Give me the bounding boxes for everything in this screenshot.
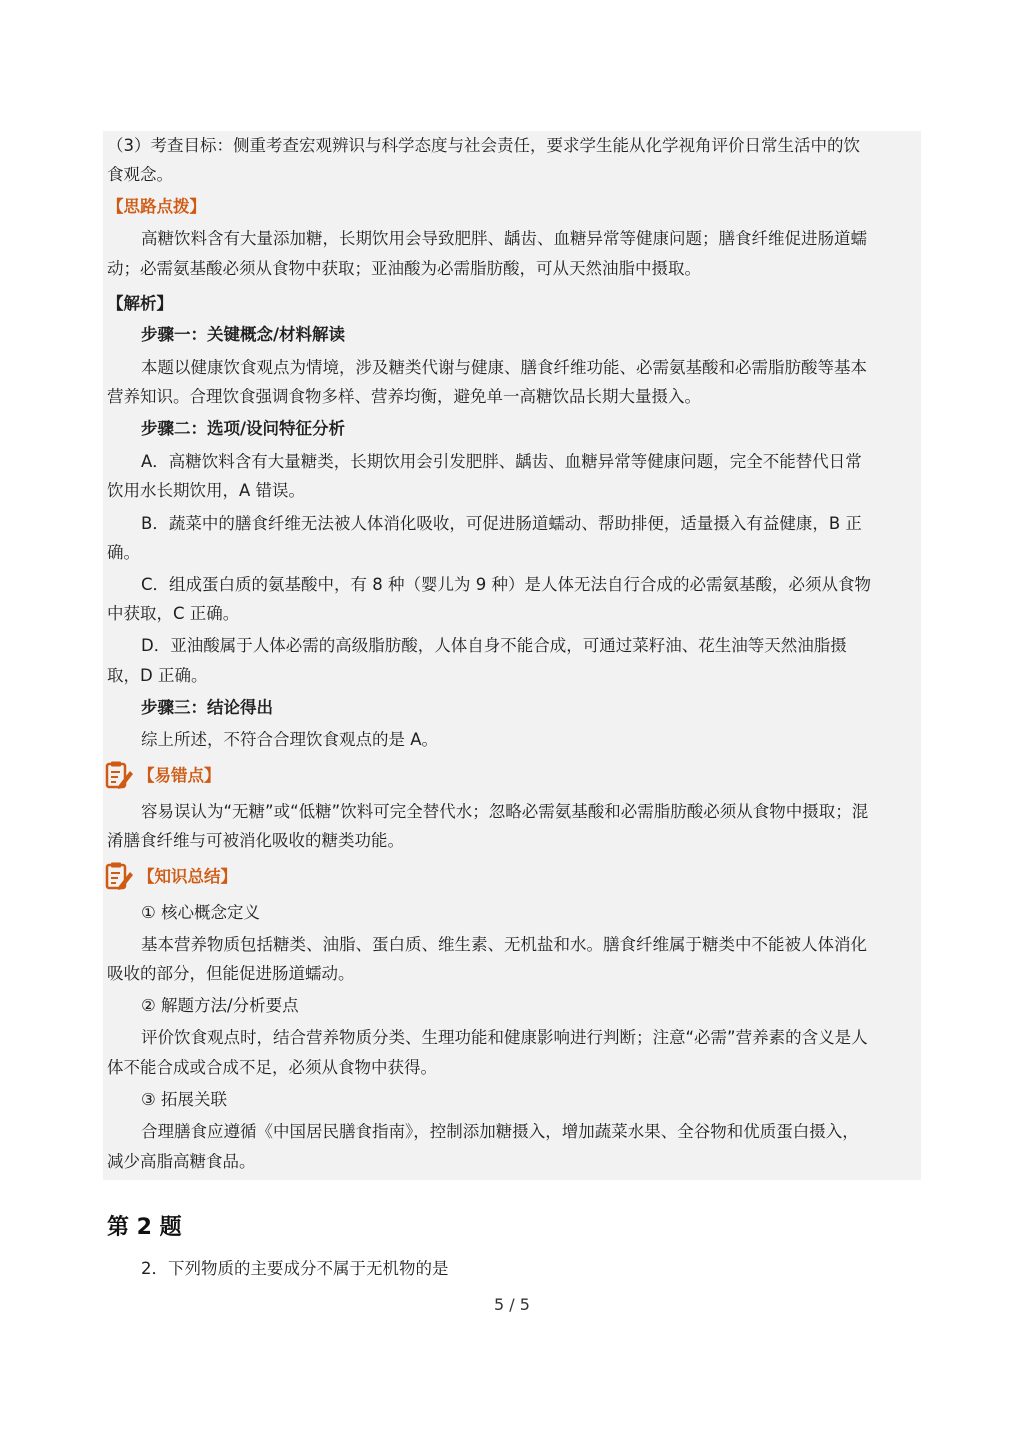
option-c-line-2: 中获取，C 正确。	[107, 604, 240, 623]
mistake-line-2: 淆膳食纤维与可被消化吸收的糖类功能。	[107, 831, 404, 850]
summary-1-line-1: 基本营养物质包括糖类、油脂、蛋白质、维生素、无机盐和水。膳食纤维属于糖类中不能被人体消化	[141, 935, 867, 954]
mistake-line-1: 容易误认为“无糖”或“低糖”饮料可完全替代水；忽略必需氨基酸和必需脂肪酸必须从食物中摄取；混	[141, 802, 869, 821]
thinking-header: 【思路点拨】	[107, 197, 206, 216]
summary-3-line-1: 合理膳食应遵循《中国居民膳食指南》，控制添加糖摄入，增加蔬菜水果、全谷物和优质蛋白摄入，	[141, 1122, 859, 1141]
page-number: 5 / 5	[494, 1295, 530, 1314]
thinking-line-2: 动；必需氨基酸必须从食物中获取；亚油酸为必需脂肪酸，可从天然油脂中摄取。	[107, 259, 701, 278]
step2-title: 步骤二：选项/设问特征分析	[141, 419, 346, 438]
thinking-line-1: 高糖饮料含有大量添加糖，长期饮用会导致肥胖、龋齿、血糖异常等健康问题；膳食纤维促进肠道蠕	[141, 229, 867, 248]
summary-2-line-1: 评价饮食观点时，结合营养物质分类、生理功能和健康影响进行判断；注意“必需”营养素的含义是人	[141, 1028, 868, 1047]
target-line-2: 食观念。	[107, 165, 173, 184]
summary-header: 【知识总结】	[138, 867, 237, 886]
step3-text: 综上所述，不符合合理饮食观点的是 A。	[141, 730, 439, 749]
target-line-1: （3）考查目标：侧重考查宏观辨识与科学态度与社会责任，要求学生能从化学视角评价日常生活中的饮	[107, 136, 860, 155]
question-title: 第 2 题	[107, 1215, 182, 1240]
summary-1-line-2: 吸收的部分，但能促进肠道蠕动。	[107, 964, 355, 983]
option-d-line-2: 取，D 正确。	[107, 666, 208, 685]
option-a-line-1: A．高糖饮料含有大量糖类，长期饮用会引发肥胖、龋齿、血糖异常等健康问题，完全不能替代日常	[141, 452, 862, 471]
step1-line-2: 营养知识。合理饮食强调食物多样、营养均衡，避免单一高糖饮品长期大量摄入。	[107, 387, 701, 406]
summary-2-title: ② 解题方法/分析要点	[141, 996, 299, 1015]
notepad-pen-icon	[104, 861, 134, 891]
option-b-line-1: B．蔬菜中的膳食纤维无法被人体消化吸收，可促进肠道蠕动、帮助排便，适量摄入有益健康，B 正	[141, 514, 862, 533]
option-c-line-1: C．组成蛋白质的氨基酸中，有 8 种（婴儿为 9 种）是人体无法自行合成的必需氨基酸，必须从食物	[141, 575, 871, 594]
step1-line-1: 本题以健康饮食观点为情境，涉及糖类代谢与健康、膳食纤维功能、必需氨基酸和必需脂肪酸等基本	[141, 358, 867, 377]
step1-title: 步骤一：关键概念/材料解读	[141, 325, 346, 344]
notepad-pen-icon	[104, 760, 134, 790]
mistake-header: 【易错点】	[138, 766, 221, 785]
summary-2-line-2: 体不能合成或合成不足，必须从食物中获得。	[107, 1058, 437, 1077]
option-a-line-2: 饮用水长期饮用，A 错误。	[107, 481, 306, 500]
analysis-header: 【解析】	[107, 294, 173, 313]
summary-1-title: ① 核心概念定义	[141, 903, 261, 922]
step3-title: 步骤三：结论得出	[141, 698, 273, 717]
summary-3-title: ③ 拓展关联	[141, 1090, 228, 1109]
option-d-line-1: D．亚油酸属于人体必需的高级脂肪酸，人体自身不能合成，可通过菜籽油、花生油等天然油脂摄	[141, 636, 847, 655]
summary-3-line-2: 减少高脂高糖食品。	[107, 1152, 256, 1171]
option-b-line-2: 确。	[107, 543, 140, 562]
question-stem: 2．下列物质的主要成分不属于无机物的是	[141, 1259, 449, 1278]
